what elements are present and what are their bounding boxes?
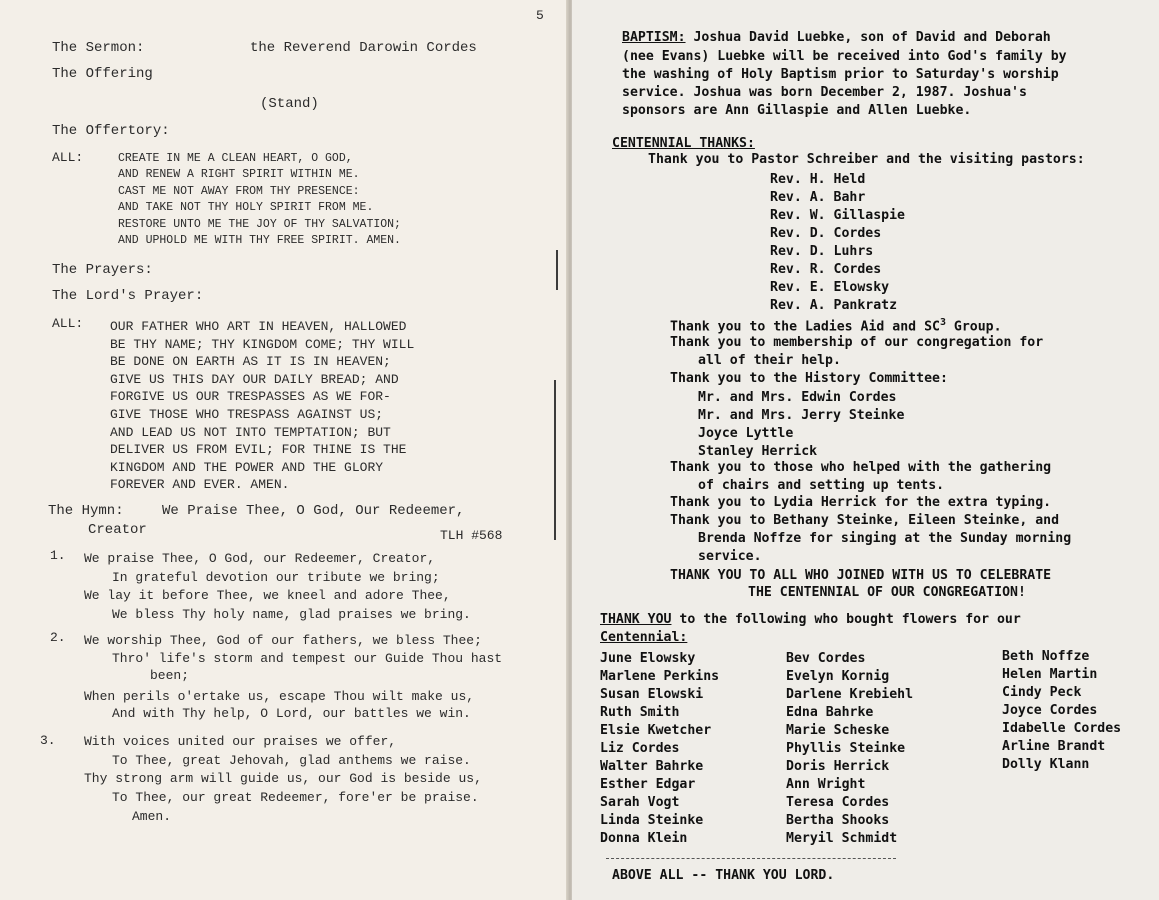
donor-name: Teresa Cordes	[786, 795, 890, 810]
thanks-ladies-aid	[670, 317, 1002, 334]
donor-name: Donna Klein	[600, 831, 688, 846]
history-committee-list	[698, 389, 904, 461]
verse-line: We lay it before Thee, we kneel and adore Thee,	[84, 588, 451, 603]
verse-line: Thy strong arm will guide us, our God is beside us,	[84, 771, 482, 787]
thanks-lydia: Thank you to Lydia Herrick for the extra typing.	[670, 495, 1052, 510]
donor-name: Bev Cordes	[786, 651, 866, 666]
donor-name: Liz Cordes	[600, 741, 680, 756]
donor-name: Bertha Shooks	[786, 813, 890, 828]
pastor-list	[770, 171, 905, 315]
verse-line: We worship Thee, God of our fathers, we bless Thee;	[84, 633, 482, 648]
donor-name: Walter Bahrke	[600, 759, 704, 774]
thanks-pastors: Thank you to Pastor Schreiber and the visiting pastors:	[648, 152, 1085, 167]
baptism-line: service. Joshua was born December 2, 1987. Joshua's	[622, 85, 1027, 100]
lords-prayer-line: FORGIVE US OUR TRESPASSES AS WE FOR-	[110, 389, 391, 405]
donor-name: Edna Bahrke	[786, 705, 874, 720]
lords-prayer-heading: The Lord's Prayer:	[52, 288, 204, 304]
donor-name: Meryil Schmidt	[786, 831, 898, 846]
donor-name: Evelyn Kornig	[786, 669, 890, 684]
donor-name: Darlene Krebiehl	[786, 687, 914, 702]
verse-number: 3.	[40, 733, 56, 748]
thanks-membership: Thank you to membership of our congregation for	[670, 335, 1044, 350]
offering-heading: The Offering	[52, 66, 153, 82]
hymn-verse-2	[84, 632, 502, 723]
lords-prayer-line: AND LEAD US NOT INTO TEMPTATION; BUT	[110, 424, 391, 440]
thanks-ladies-text: Thank you to the Ladies Aid and SC	[670, 319, 940, 335]
donor-name: Susan Elowski	[600, 687, 704, 702]
margin-rule	[554, 380, 556, 540]
donor-name: Beth Noffze	[1002, 649, 1090, 664]
verse-number: 1.	[50, 548, 66, 563]
pastor-name: Rev. E. Elowsky	[770, 280, 890, 295]
verse-line: And with Thy help, O Lord, our battles we win.	[112, 706, 471, 721]
offertory-line: CREATE IN ME A CLEAN HEART, O GOD,	[118, 152, 353, 165]
prayers-heading: The Prayers:	[52, 262, 153, 278]
verse-line: We praise Thee, O God, our Redeemer, Creator,	[84, 551, 436, 566]
pastor-name: Rev. W. Gillaspie	[770, 208, 905, 223]
thanks-membership-cont: all of their help.	[698, 353, 841, 368]
lords-prayer-line: OUR FATHER WHO ART IN HEAVEN, HALLOWED	[110, 319, 407, 334]
donor-name: Joyce Cordes	[1002, 703, 1098, 718]
lords-prayer-line: GIVE US THIS DAY OUR DAILY BREAD; AND	[110, 371, 399, 387]
thanks-chairs-cont: of chairs and setting up tents.	[698, 478, 945, 493]
hymn-verse-1	[84, 550, 471, 624]
donor-name: Linda Steinke	[600, 813, 704, 828]
flowers-column-3	[1002, 648, 1121, 774]
flowers-heading	[600, 612, 1021, 627]
lords-prayer-line: GIVE THOSE WHO TRESPASS AGAINST US;	[110, 406, 384, 422]
baptism-line: the washing of Holy Baptism prior to Saturday's worship	[622, 67, 1059, 82]
donor-name: Doris Herrick	[786, 759, 890, 774]
verse-line: Thro' life's storm and tempest our Guide Thou hast	[112, 650, 503, 666]
baptism-label: BAPTISM:	[622, 30, 686, 45]
lords-prayer-text	[110, 318, 414, 494]
thanks-ladies-end: Group.	[945, 319, 1002, 335]
offertory-line: AND TAKE NOT THY HOLY SPIRIT FROM ME.	[118, 201, 374, 215]
donor-name: Helen Martin	[1002, 667, 1098, 682]
donor-name: Ann Wright	[786, 777, 866, 792]
sermon-label: The Sermon:	[52, 40, 145, 56]
pastor-name: Rev. H. Held	[770, 172, 866, 187]
offertory-all-label: ALL:	[52, 150, 84, 165]
offertory-heading: The Offertory:	[52, 123, 170, 139]
history-member: Stanley Herrick	[698, 444, 818, 459]
donor-name: Dolly Klann	[1002, 757, 1090, 772]
baptism-line: (nee Evans) Luebke will be received into God's family by	[622, 49, 1067, 64]
hymn-title: We Praise Thee, O God, Our Redeemer,	[162, 503, 465, 519]
verse-line: been;	[150, 668, 190, 683]
margin-rule	[556, 250, 558, 290]
verse-number: 2.	[50, 630, 66, 645]
page-number: 5	[536, 8, 544, 23]
donor-name: June Elowsky	[600, 651, 696, 666]
hymn-number: TLH #568	[440, 528, 503, 543]
thanks-chairs: Thank you to those who helped with the gathering	[670, 460, 1052, 475]
donor-name: Esther Edgar	[600, 777, 696, 792]
donor-name: Marie Scheske	[786, 723, 890, 738]
left-page	[0, 0, 568, 900]
thanks-history: Thank you to the History Committee:	[670, 371, 948, 386]
sermon-preacher: the Reverend Darowin Cordes	[250, 40, 477, 56]
lords-prayer-line: BE DONE ON EARTH AS IT IS IN HEAVEN;	[110, 354, 391, 370]
stand-direction: (Stand)	[260, 96, 319, 112]
history-member: Mr. and Mrs. Edwin Cordes	[698, 390, 897, 405]
offertory-line: AND RENEW A RIGHT SPIRIT WITHIN ME.	[118, 168, 360, 182]
donor-name: Cindy Peck	[1002, 685, 1082, 700]
lords-prayer-all-label: ALL:	[52, 316, 84, 331]
verse-line: When perils o'ertake us, escape Thou wilt make us,	[84, 688, 475, 704]
lords-prayer-line: BE THY NAME; THY KINGDOM COME; THY WILL	[110, 336, 415, 352]
flowers-text: to the following who bought flowers for our	[671, 612, 1021, 627]
offertory-line: RESTORE UNTO ME THE JOY OF THY SALVATION;	[118, 217, 401, 231]
divider	[606, 858, 896, 859]
baptism-text: Joshua David Luebke, son of David and Deborah	[685, 30, 1051, 45]
donor-name: Marlene Perkins	[600, 669, 720, 684]
pastor-name: Rev. D. Luhrs	[770, 244, 874, 259]
flowers-heading-cont: Centennial:	[600, 630, 688, 645]
verse-line: To Thee, great Jehovah, glad anthems we raise.	[112, 752, 471, 768]
thanks-singers-end: service.	[698, 549, 762, 564]
history-member: Joyce Lyttle	[698, 426, 794, 441]
thanks-singers: Thank you to Bethany Steinke, Eileen Steinke, and	[670, 513, 1060, 528]
hymn-title-cont: Creator	[88, 522, 147, 538]
centennial-thanks-heading: CENTENNIAL THANKS:	[612, 136, 755, 151]
right-page	[572, 0, 1159, 900]
donor-name: Sarah Vogt	[600, 795, 680, 810]
superscript: 3	[939, 317, 946, 328]
verse-line: Amen.	[132, 808, 172, 824]
pastor-name: Rev. R. Cordes	[770, 262, 882, 277]
lords-prayer-line: KINGDOM AND THE POWER AND THE GLORY	[110, 459, 384, 475]
donor-name: Idabelle Cordes	[1002, 721, 1122, 736]
history-member: Mr. and Mrs. Jerry Steinke	[698, 408, 905, 423]
lords-prayer-line: DELIVER US FROM EVIL; FOR THINE IS THE	[110, 442, 407, 458]
baptism-line: sponsors are Ann Gillaspie and Allen Luebke.	[622, 103, 972, 118]
hymn-label: The Hymn:	[48, 503, 124, 519]
baptism-first-line	[622, 30, 1051, 45]
verse-line: In grateful devotion our tribute we bring;	[112, 569, 440, 585]
pastor-name: Rev. A. Pankratz	[770, 298, 898, 313]
donor-name: Ruth Smith	[600, 705, 680, 720]
offertory-text	[118, 151, 401, 249]
lords-prayer-line: FOREVER AND EVER. AMEN.	[110, 477, 290, 493]
thanks-singers-cont: Brenda Noffze for singing at the Sunday morning	[698, 531, 1072, 546]
verse-line: We bless Thy holy name, glad praises we bring.	[112, 606, 471, 622]
verse-line: To Thee, our great Redeemer, fore'er be praise.	[112, 790, 479, 806]
donor-name: Arline Brandt	[1002, 739, 1106, 754]
baptism-paragraph	[622, 48, 1067, 120]
pastor-name: Rev. A. Bahr	[770, 190, 866, 205]
flowers-column-1	[600, 650, 719, 848]
pastor-name: Rev. D. Cordes	[770, 226, 882, 241]
thanks-all: THANK YOU TO ALL WHO JOINED WITH US TO CELEBRATE	[670, 568, 1052, 583]
verse-line: With voices united our praises we offer,	[84, 734, 397, 749]
flowers-column-2	[786, 650, 913, 848]
closing-line: ABOVE ALL -- THANK YOU LORD.	[612, 868, 835, 883]
thanks-all-cont: THE CENTENNIAL OF OUR CONGREGATION!	[748, 585, 1026, 600]
offertory-line: AND UPHOLD ME WITH THY FREE SPIRIT. AMEN.	[118, 234, 401, 248]
offertory-line: CAST ME NOT AWAY FROM THY PRESENCE:	[118, 184, 360, 198]
donor-name: Phyllis Steinke	[786, 741, 906, 756]
flowers-label: THANK YOU	[600, 612, 672, 627]
hymn-verse-3	[84, 733, 482, 827]
donor-name: Elsie Kwetcher	[600, 723, 712, 738]
